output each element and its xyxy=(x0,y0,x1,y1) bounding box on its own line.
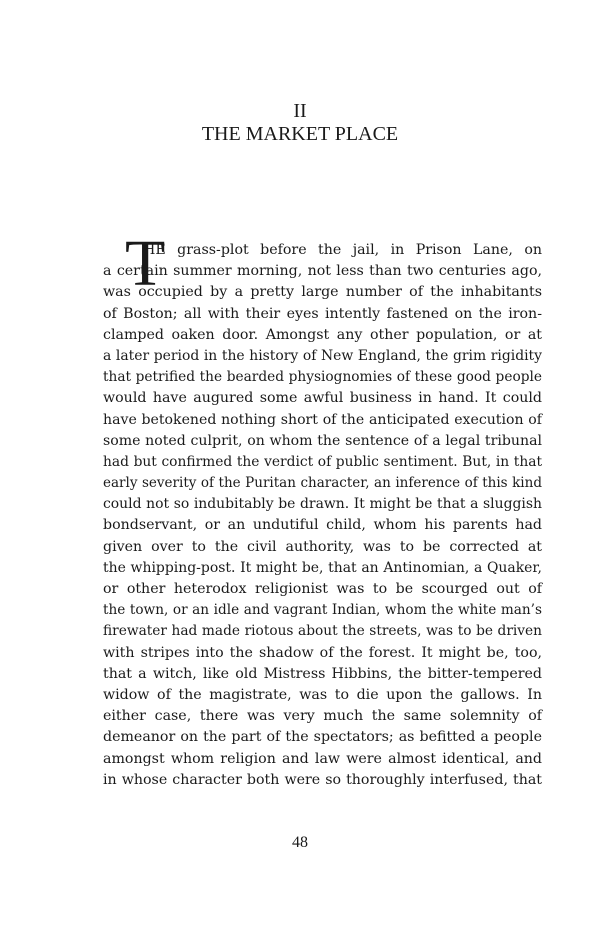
chapter-heading xyxy=(0,100,600,146)
text-line: or other heterodox religionist was to be scourged out of xyxy=(103,581,542,597)
text-line: the whipping-post. It might be, that an Antinomian, a Quaker, xyxy=(103,559,542,576)
chapter-number: II xyxy=(293,100,307,122)
text-line: a certain summer morning, not less than two centuries ago, xyxy=(103,263,542,280)
page-number: 48 xyxy=(292,834,308,851)
text-line: amongst whom religion and law were almost identical, and xyxy=(103,750,542,767)
chapter-title: THE MARKET PLACE xyxy=(201,123,399,145)
text-line: with stripes into the shadow of the forest. It might be, too, xyxy=(103,644,542,661)
text-line: could not so indubitably be drawn. It might be that a sluggish xyxy=(103,496,542,513)
text-line: given over to the civil authority, was to be corrected at xyxy=(103,538,542,555)
text-line: had but confirmed the verdict of public sentiment. But, in that xyxy=(103,453,542,470)
text-line: of Boston; all with their eyes intently fastened on the iron- xyxy=(103,305,542,322)
text-line: that petrified the bearded physiognomies of these good people xyxy=(103,369,542,386)
text-line: a later period in the history of New England, the grim rigidity xyxy=(103,347,542,364)
text-line: either case, there was very much the same solemnity of xyxy=(103,708,542,725)
text-line: demeanor on the part of the spectators; as befitted a people xyxy=(103,729,542,746)
text-line: clamped oaken door. Amongst any other population, or at xyxy=(103,326,542,343)
text-line: some noted culprit, on whom the sentence of a legal tribunal xyxy=(103,432,542,449)
text-line: HE grass-plot before the jail, in Prison Lane, on xyxy=(143,242,542,258)
text-line: would have augured some awful business in hand. It could xyxy=(103,390,542,407)
text-line: firewater had made riotous about the streets, was to be driven xyxy=(103,623,542,640)
drop-cap: T xyxy=(125,227,166,300)
text-line: bondservant, or an undutiful child, whom his parents had xyxy=(103,517,542,534)
text-line: have betokened nothing short of the anticipated execution of xyxy=(103,411,542,428)
text-line: in whose character both were so thoroughly interfused, that xyxy=(103,771,542,788)
text-line: was occupied by a pretty large number of the inhabitants xyxy=(103,284,542,301)
body-paragraph xyxy=(103,240,542,791)
text-line: the town, or an idle and vagrant Indian, whom the white man’s xyxy=(103,602,542,619)
text-line: widow of the magistrate, was to die upon the gallows. In xyxy=(103,686,542,703)
text-line: that a witch, like old Mistress Hibbins, the bitter-tempered xyxy=(103,665,542,682)
text-line: early severity of the Puritan character, an inference of this kind xyxy=(103,475,542,492)
